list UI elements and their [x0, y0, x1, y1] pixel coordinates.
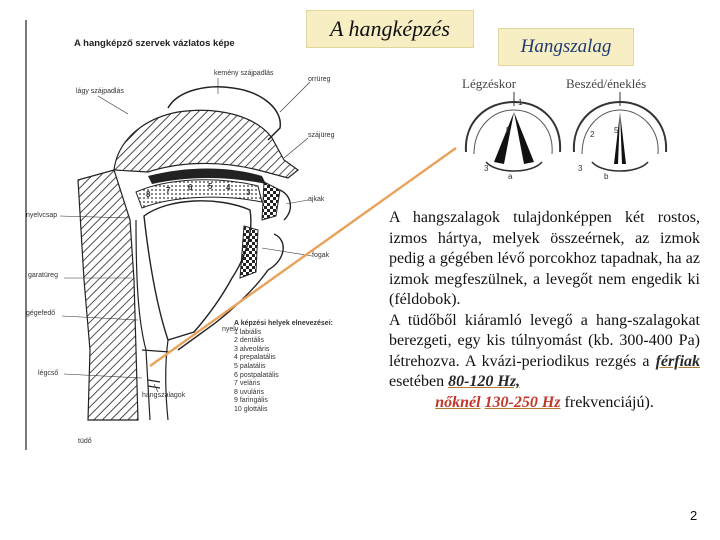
label-pharynx: garatüreg — [28, 272, 58, 279]
page-number: 2 — [690, 508, 698, 523]
legend-item: 4 prepalatális — [234, 354, 276, 362]
label-hard-palate: kemény szájpadlás — [214, 70, 274, 77]
vf-num-5-b: 5 — [614, 126, 619, 135]
legend-heading: A képzési helyek elnevezései: — [234, 320, 333, 327]
slide-title: A hangképzés — [306, 10, 474, 48]
legend-item: 2 dentális — [234, 337, 264, 345]
label-uvula: nyelvcsap — [26, 212, 58, 219]
vf-num-2: 2 — [590, 130, 595, 139]
breathing-label: Légzéskor — [462, 76, 517, 91]
vf-num-3-a: 3 — [484, 164, 489, 173]
paragraph-2 — [389, 311, 700, 393]
legend-item: 8 uvuláris — [234, 388, 264, 396]
legend-item: 9 faringális — [234, 397, 268, 405]
vf-letter-a: a — [508, 172, 513, 181]
body-text — [389, 208, 700, 413]
legend-item: 1 labiális — [234, 328, 262, 336]
label-oral-cavity: szájüreg — [308, 132, 335, 139]
women-word: nőknél — [435, 393, 481, 411]
label-vocal-cords: hangszalagok — [142, 392, 186, 399]
legend-item: 5 palatális — [234, 362, 266, 370]
vf-num-5-a: 5 — [506, 126, 511, 135]
label-lips: ajkak — [308, 196, 325, 203]
diagram-title: A hangképző szervek vázlatos képe — [74, 38, 235, 49]
label-trachea: légcső — [38, 370, 59, 377]
place-number-5: 5 — [208, 182, 213, 191]
legend-item: 10 glottális — [234, 405, 268, 413]
place-number-8: 8 — [146, 190, 151, 199]
label-nasal-cavity: orrüreg — [308, 76, 331, 83]
mid-text: esetében — [389, 373, 445, 390]
vf-letter-b: b — [604, 172, 609, 181]
place-number-4: 4 — [226, 183, 231, 192]
vf-num-1: 1 — [518, 98, 523, 107]
women-range: 130-250 Hz — [484, 393, 561, 411]
men-range: 80-120 Hz, — [448, 373, 521, 390]
label-lungs: tüdő — [78, 438, 92, 445]
end-text: frekvenciájú). — [564, 393, 654, 411]
paragraph-2-text: A tüdőből kiáramló levegő a hang-szalagokat berezgeti, egy kis túlnyomást (kb. 300-400 Pa) létrehozva. A kvázi-periodikus rezgés a — [389, 311, 700, 370]
vf-num-3-b: 3 — [578, 164, 583, 173]
speech-label: Beszéd/éneklés — [566, 76, 647, 91]
legend-item: 6 postpalatális — [234, 371, 279, 379]
label-tongue: nyelv — [222, 326, 239, 333]
label-epiglottis: gégefedő — [26, 310, 56, 317]
label-teeth: fogak — [312, 252, 330, 259]
men-word: férfiak — [655, 352, 701, 370]
paragraph-2-end — [389, 393, 700, 414]
paragraph-1: A hangszalagok tulajdonképpen két rostos, izmos hártya, melyek összeérnek, az izmok pedig a gégében lévő porcokhoz tapadnak, ha az izmok megfeszülnek, a levegőt nem engedik ki (féldobok). — [389, 209, 700, 308]
legend-item: 7 veláris — [234, 380, 261, 388]
place-number-7: 7 — [166, 186, 171, 195]
slide-subtitle: Hangszalag — [498, 28, 634, 66]
legend-item: 3 alveoláris — [234, 345, 270, 353]
place-number-3: 3 — [246, 188, 251, 197]
label-soft-palate: lágy szájpadlás — [76, 88, 124, 95]
place-number-6: 6 — [188, 183, 193, 192]
